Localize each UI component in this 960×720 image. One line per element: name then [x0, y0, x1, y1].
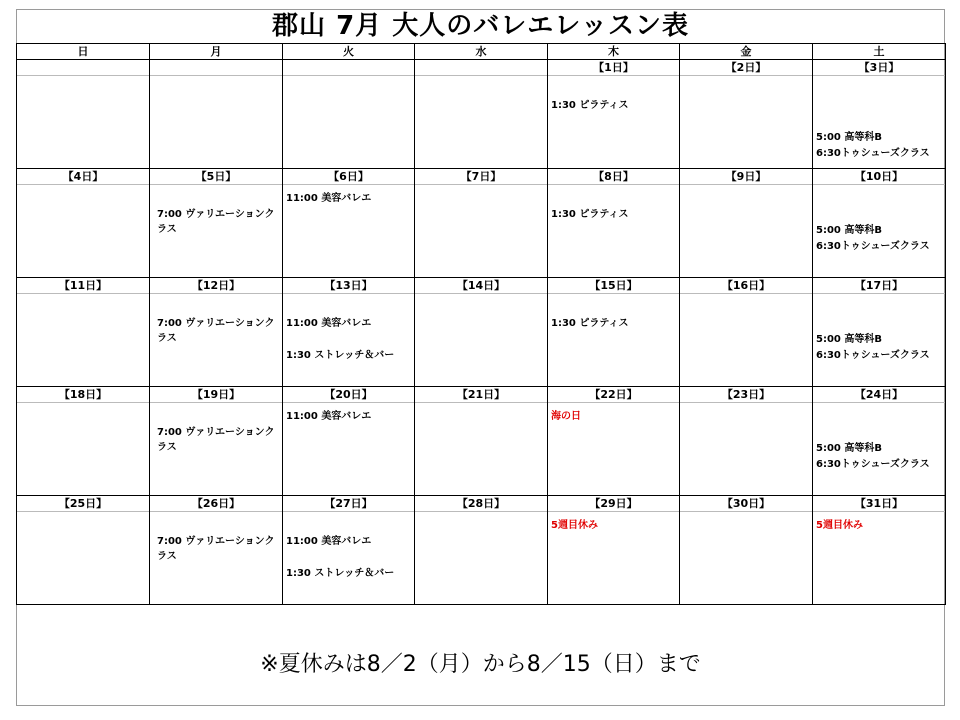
day-cell: [548, 278, 680, 387]
lesson-entry: 1:30 ピラティス: [551, 318, 629, 329]
lesson-entry: 11:00 美容バレエ: [286, 536, 372, 547]
day-cell: [17, 278, 150, 387]
day-date: 【1日】: [548, 60, 679, 76]
lesson-entry: 5:00 高等科B: [816, 132, 882, 143]
day-cell: [548, 496, 680, 605]
day-date: 【30日】: [680, 496, 812, 512]
day-date: 【13日】: [283, 278, 414, 294]
day-date: 【14日】: [415, 278, 547, 294]
day-date: 【24日】: [813, 387, 945, 403]
day-date: 【10日】: [813, 169, 945, 185]
day-cell: [680, 278, 813, 387]
week-row: [17, 278, 946, 387]
day-date: 【9日】: [680, 169, 812, 185]
day-date: 【11日】: [17, 278, 149, 294]
lesson-entry: 6:30トゥシューズクラス: [816, 459, 930, 470]
day-date: 【15日】: [548, 278, 679, 294]
day-cell: [283, 496, 415, 605]
weekday-sun: 日: [17, 44, 150, 60]
lesson-entry: 5:00 高等科B: [816, 443, 882, 454]
day-cell: [17, 60, 150, 169]
lesson-entry: 1:30 ストレッチ＆バー: [286, 568, 395, 579]
day-cell: [680, 60, 813, 169]
lesson-entry: 11:00 美容バレエ: [286, 411, 372, 422]
day-cell: [150, 169, 283, 278]
day-date: 【29日】: [548, 496, 679, 512]
day-cell: [415, 169, 548, 278]
weekday-header-row: [17, 44, 946, 60]
day-cell: [283, 60, 415, 169]
day-cell: [150, 387, 283, 496]
weekday-fri: 金: [680, 44, 813, 60]
lesson-entry: 11:00 美容バレエ: [286, 318, 372, 329]
day-date: 【27日】: [283, 496, 414, 512]
day-date: 【3日】: [813, 60, 945, 76]
lesson-entry: 7:00 ヴァリエーションクラス: [157, 209, 275, 235]
weekday-mon: 月: [150, 44, 283, 60]
summer-break-note: ※夏休みは8／2（月）から8／15（日）まで: [260, 652, 701, 677]
day-date: 【28日】: [415, 496, 547, 512]
day-date: 【4日】: [17, 169, 149, 185]
day-cell: [813, 278, 946, 387]
week-row: [17, 169, 946, 278]
day-date: 【26日】: [150, 496, 282, 512]
weekday-wed: 水: [415, 44, 548, 60]
day-cell: [150, 60, 283, 169]
weekday-sat: 土: [813, 44, 946, 60]
day-cell: [548, 387, 680, 496]
lesson-entry: 5:00 高等科B: [816, 334, 882, 345]
weekday-thu: 木: [548, 44, 680, 60]
page-title: 郡山 7月 大人のバレエレッスン表: [272, 11, 689, 41]
day-cell: [17, 387, 150, 496]
day-cell: [415, 278, 548, 387]
calendar-table: [16, 43, 946, 605]
day-date: 【19日】: [150, 387, 282, 403]
day-date: 【12日】: [150, 278, 282, 294]
day-date: [283, 60, 414, 76]
day-cell: [680, 387, 813, 496]
day-cell: [150, 496, 283, 605]
day-cell: [680, 496, 813, 605]
day-date: 【20日】: [283, 387, 414, 403]
day-cell: [813, 60, 946, 169]
day-cell: [17, 496, 150, 605]
day-date: 【31日】: [813, 496, 945, 512]
day-cell: [17, 169, 150, 278]
day-cell: [415, 496, 548, 605]
day-date: 【25日】: [17, 496, 149, 512]
day-cell: [548, 169, 680, 278]
day-date: [415, 60, 547, 76]
lesson-entry: 11:00 美容バレエ: [286, 193, 372, 204]
lesson-entry: 1:30 ピラティス: [551, 100, 629, 111]
day-date: [150, 60, 282, 76]
calendar-body: [17, 60, 946, 605]
day-date: 【18日】: [17, 387, 149, 403]
day-date: 【21日】: [415, 387, 547, 403]
lesson-entry: 1:30 ストレッチ＆バー: [286, 350, 395, 361]
weekday-tue: 火: [283, 44, 415, 60]
day-cell: [150, 278, 283, 387]
day-cell: [813, 169, 946, 278]
day-date: 【2日】: [680, 60, 812, 76]
day-cell: [415, 387, 548, 496]
holiday-note: 5週目休み: [551, 520, 598, 531]
holiday-note: 5週目休み: [816, 520, 863, 531]
day-date: 【22日】: [548, 387, 679, 403]
day-cell: [813, 496, 946, 605]
lesson-entry: 6:30トゥシューズクラス: [816, 148, 930, 159]
holiday-note: 海の日: [551, 411, 581, 422]
week-row: [17, 60, 946, 169]
day-cell: [813, 387, 946, 496]
lesson-entry: 7:00 ヴァリエーションクラス: [157, 536, 275, 562]
week-row: [17, 496, 946, 605]
day-cell: [283, 169, 415, 278]
day-cell: [415, 60, 548, 169]
day-date: 【6日】: [283, 169, 414, 185]
lesson-entry: 6:30トゥシューズクラス: [816, 241, 930, 252]
day-date: [17, 60, 149, 76]
day-date: 【8日】: [548, 169, 679, 185]
day-cell: [548, 60, 680, 169]
day-date: 【7日】: [415, 169, 547, 185]
day-date: 【5日】: [150, 169, 282, 185]
day-date: 【17日】: [813, 278, 945, 294]
day-cell: [283, 278, 415, 387]
day-cell: [680, 169, 813, 278]
day-cell: [283, 387, 415, 496]
lesson-entry: 7:00 ヴァリエーションクラス: [157, 427, 275, 453]
lesson-entry: 6:30トゥシューズクラス: [816, 350, 930, 361]
lesson-entry: 7:00 ヴァリエーションクラス: [157, 318, 275, 344]
lesson-entry: 5:00 高等科B: [816, 225, 882, 236]
lesson-entry: 1:30 ピラティス: [551, 209, 629, 220]
week-row: [17, 387, 946, 496]
day-date: 【16日】: [680, 278, 812, 294]
day-date: 【23日】: [680, 387, 812, 403]
